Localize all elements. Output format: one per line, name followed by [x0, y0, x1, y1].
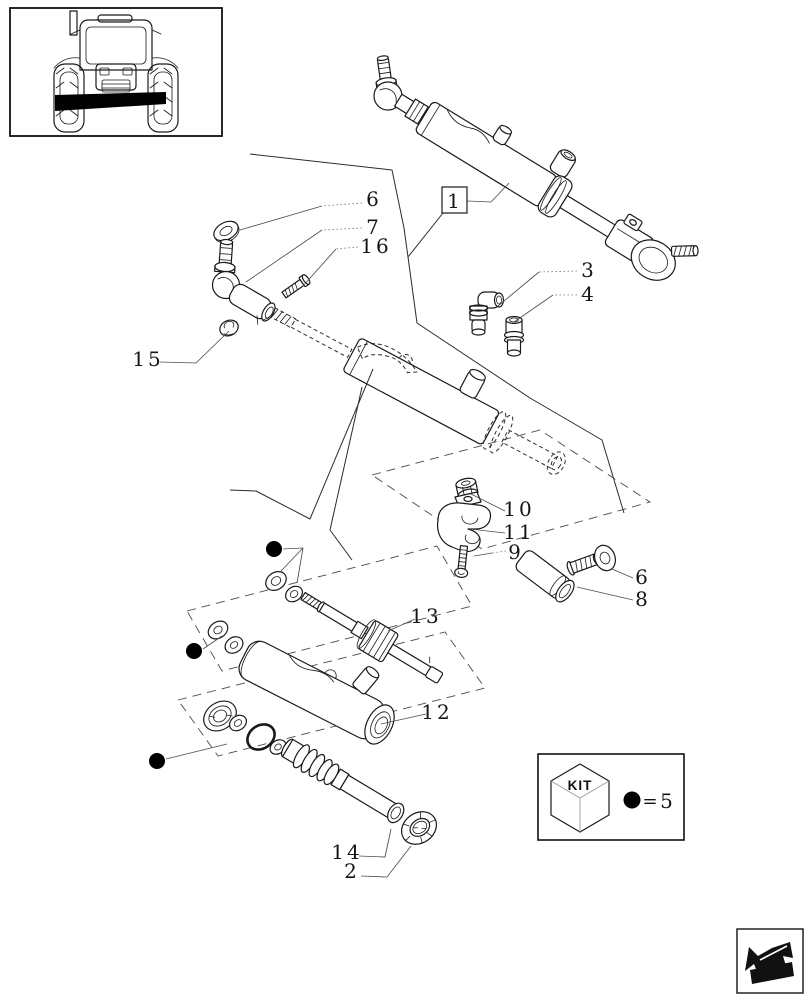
rod-guide-14 — [278, 735, 409, 828]
straight-fitting — [505, 317, 524, 357]
phantom-group-boxes — [178, 430, 650, 756]
callout-14: 14 — [331, 840, 363, 864]
clamp-group — [438, 477, 491, 578]
bolt-16 — [281, 274, 311, 300]
kit-bullet-icon — [149, 753, 165, 769]
callout-10: 10 — [503, 497, 535, 521]
nut-15 — [217, 317, 241, 339]
callout-6-right: 6 — [635, 565, 651, 589]
construction-lines — [230, 154, 624, 560]
kit-legend-box — [538, 754, 684, 840]
callout-15: 15 — [132, 347, 164, 371]
washer-6-right — [591, 542, 619, 573]
callout-3: 3 — [581, 258, 597, 282]
kit-equals: = — [642, 791, 658, 812]
phantom-cylinder — [262, 272, 584, 485]
callout-6-upper: 6 — [366, 187, 382, 211]
callout-7: 7 — [366, 215, 382, 239]
callout-16: 16 — [360, 234, 392, 258]
tie-rod-end-right — [513, 542, 618, 605]
steering-cylinder-assembly — [373, 55, 710, 295]
tractor-thumbnail — [10, 8, 222, 136]
kit-label: KIT — [567, 778, 593, 793]
callout-12: 12 — [421, 700, 453, 724]
callout-2: 2 — [344, 859, 360, 883]
kit-item-number: 5 — [660, 789, 676, 813]
rod-guide-group — [278, 735, 443, 851]
callout-4: 4 — [581, 282, 597, 306]
elbow-fitting — [470, 292, 504, 335]
callout-8: 8 — [635, 587, 651, 611]
clamp-11 — [438, 503, 491, 552]
kit-bullet-icon — [624, 792, 641, 809]
nav-arrow-box[interactable] — [737, 929, 803, 993]
callout-11: 11 — [503, 520, 535, 544]
kit-bullet-icon — [186, 643, 202, 659]
callout-13: 13 — [410, 604, 442, 628]
callout-9: 9 — [508, 540, 524, 564]
kit-bullet-icon — [266, 541, 282, 557]
callout-1: 1 — [447, 189, 463, 213]
